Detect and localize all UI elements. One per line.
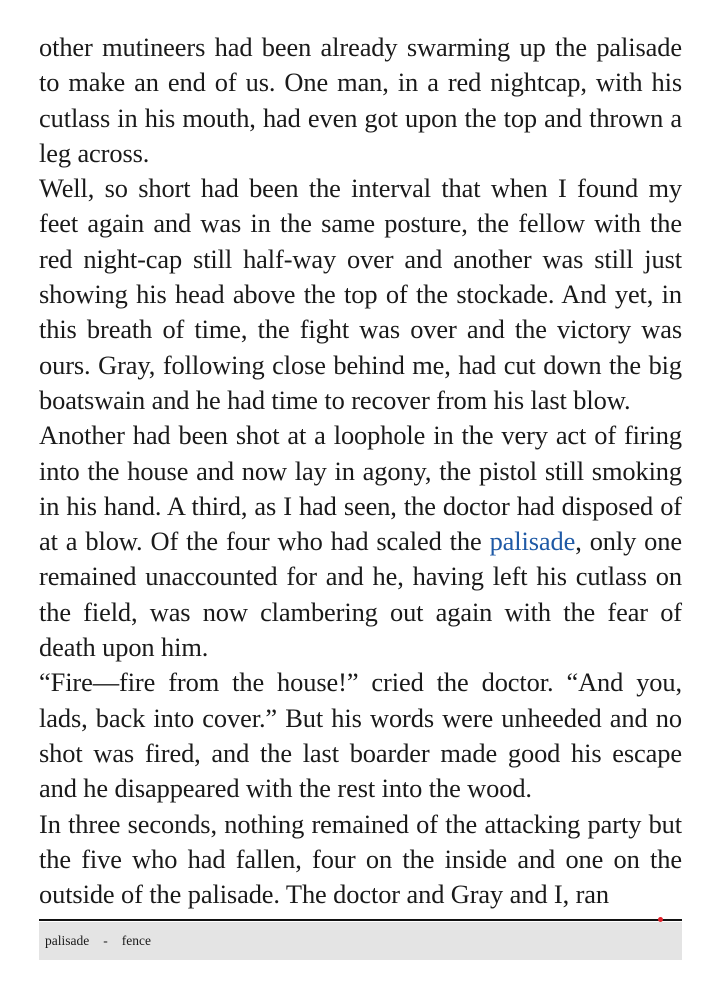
paragraph-text: “Fire—fire from the house!” cried the doctor. “And you, lads, back into cover.” But his words were unheeded and no shot was fired, and the last boarder made good his escape and he disappeared with the rest into the wood. xyxy=(39,667,682,804)
paragraph xyxy=(39,807,682,913)
glossary-definition: fence xyxy=(121,933,151,948)
paragraph xyxy=(39,418,682,665)
paragraph-text: In three seconds, nothing remained of the attacking party but the five who had fallen, four on the inside and one on the outside of the palisade. The doctor and Gray and I, ran xyxy=(39,808,682,910)
paragraph-text: Another had been shot at a loophole in the very act of firing into the house and now lay in agony, the pistol still smoking in his hand. A third, as I had seen, the doctor had disposed of at a blow. Of the four who had scaled the xyxy=(39,420,682,557)
glossary-link[interactable]: palisade xyxy=(489,526,576,557)
paragraph xyxy=(39,665,682,806)
progress-track xyxy=(39,919,682,921)
glossary-separator: - xyxy=(103,933,108,948)
book-text xyxy=(39,30,682,912)
paragraph-text: other mutineers had been already swarming up the palisade to make an end of us. One man, in a red nightcap, with his cutlass in his mouth, had even got upon the top and thrown a leg across. xyxy=(39,32,682,168)
glossary-term: palisade xyxy=(45,933,90,948)
paragraph-text: , only one remained unaccounted for and he, having left his cutlass on the field, was now clambering out again with the fear of death upon him. xyxy=(39,526,682,663)
paragraph xyxy=(39,30,682,171)
glossary-panel xyxy=(39,922,682,960)
paragraph-text: Well, so short had been the interval that when I found my feet again and was in the same posture, the fellow with the red night-cap still half-way over and another was still just showing his head above the top of the stockade. And yet, in this breath of time, the fight was over and the victory was ours. Gray, following close behind me, had cut down the big boatswain and he had time to recover from his last blow. xyxy=(39,173,682,415)
paragraph xyxy=(39,171,682,418)
reader-page xyxy=(39,30,682,912)
